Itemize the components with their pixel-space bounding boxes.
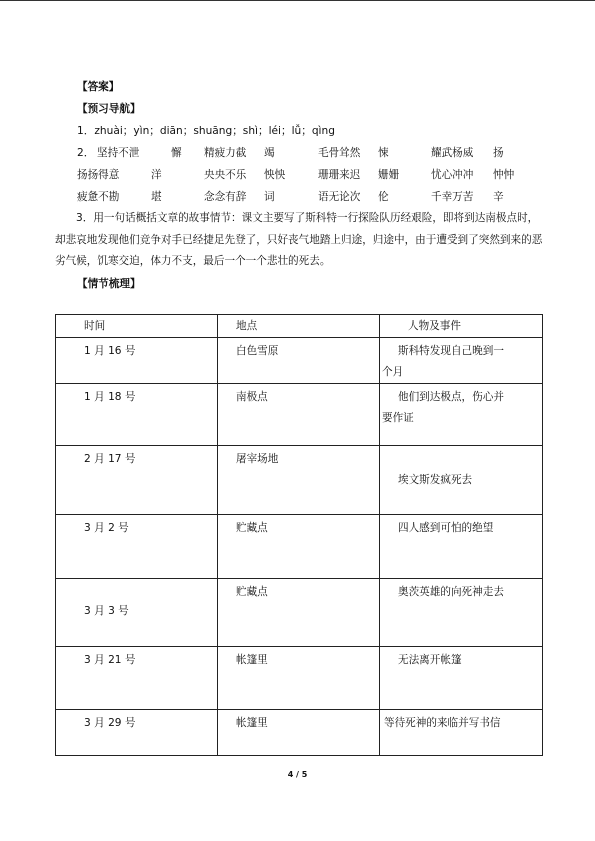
correct-char: 悚 <box>378 147 389 159</box>
table-row <box>56 338 543 384</box>
row-place: 贮藏点 <box>236 586 268 598</box>
wrong-word: 珊珊来迟 <box>318 169 361 181</box>
pinyin-answers: 1．zhuài；yìn；diān；shuāng；shì；léi；lǚ；qìng <box>77 125 335 137</box>
row-time: 1 月 16 号 <box>84 345 136 357</box>
wrong-word: 央央不乐 <box>204 169 247 181</box>
correct-char: 怏怏 <box>264 169 286 181</box>
table-row <box>56 710 543 756</box>
correct-char: 堪 <box>151 191 162 203</box>
correct-char: 扬 <box>493 147 504 159</box>
correct-char: 姗姗 <box>378 169 400 181</box>
table-header-row <box>56 315 543 338</box>
header-place: 地点 <box>218 315 380 338</box>
row-time: 3 月 3 号 <box>84 605 129 617</box>
row-event: 奥茨英雄的向死神走去 <box>398 586 504 598</box>
row-time: 1 月 18 号 <box>84 391 136 403</box>
story-summary: 3．用一句话概括文章的故事情节：课文主要写了斯科特一行探险队历经艰险，即将到达南极点时，却悲哀地发现他们竞争对手已经捷足先登了，只好丧气地踏上归途，归途中，由于遭受到了突然到来的恶劣气候，饥寒交迫，体力不支，最后一个一个悲壮的死去。 <box>55 212 543 267</box>
correct-char: 竭 <box>264 147 275 159</box>
row-place: 贮藏点 <box>236 522 268 534</box>
table-row <box>56 446 543 515</box>
wrong-word: 坚持不泄 <box>97 147 140 159</box>
row-place: 南极点 <box>236 391 268 403</box>
row-place: 帐篷里 <box>236 654 268 666</box>
row-event: 斯科特发现自己晚到一 个月 <box>382 345 504 378</box>
wrong-word: 千幸万苦 <box>431 191 474 203</box>
row-place: 屠宰场地 <box>236 453 279 465</box>
answer-heading: 【答案】 <box>77 81 120 93</box>
preview-heading: 【预习导航】 <box>77 103 141 115</box>
correct-char: 辛 <box>493 191 504 203</box>
row-time: 3 月 2 号 <box>84 522 129 534</box>
plot-table <box>55 314 543 756</box>
wrong-word: 念念有辞 <box>204 191 247 203</box>
wrong-word: 忧心冲冲 <box>431 169 474 181</box>
row-event: 埃文斯发疯死去 <box>398 474 473 486</box>
row-time: 3 月 21 号 <box>84 654 136 666</box>
correct-char: 忡忡 <box>493 169 515 181</box>
row-place: 白色雪原 <box>236 345 279 357</box>
correct-char: 伦 <box>378 191 389 203</box>
page-number: 4 / 5 <box>287 770 308 779</box>
header-event: 人物及事件 <box>380 315 543 338</box>
table-row <box>56 515 543 579</box>
row-event: 无法离开帐篷 <box>398 654 462 666</box>
table-row <box>56 647 543 710</box>
wrong-word: 毛骨耸然 <box>318 147 361 159</box>
wrong-word: 语无论次 <box>318 191 361 203</box>
plot-heading: 【情节梳理】 <box>77 278 141 290</box>
correct-char: 洋 <box>151 169 162 181</box>
row-place: 帐篷里 <box>236 717 268 729</box>
row-event: 等待死神的来临并写书信 <box>384 717 501 729</box>
row-event: 他们到达极点，伤心并 要作证 <box>382 391 504 424</box>
row-time: 3 月 29 号 <box>84 717 136 729</box>
wrong-word: 耀武杨威 <box>431 147 474 159</box>
table-row <box>56 384 543 446</box>
correct-char: 词 <box>264 191 275 203</box>
wrong-word: 扬扬得意 <box>77 169 120 181</box>
item2-label: 2． <box>77 147 95 159</box>
header-time: 时间 <box>56 315 218 338</box>
table-row <box>56 579 543 647</box>
row-event: 四人感到可怕的绝望 <box>398 522 494 534</box>
correct-char: 懈 <box>171 147 182 159</box>
row-time: 2 月 17 号 <box>84 453 136 465</box>
wrong-word: 精疲力截 <box>204 147 247 159</box>
wrong-word: 疲惫不勘 <box>77 191 120 203</box>
